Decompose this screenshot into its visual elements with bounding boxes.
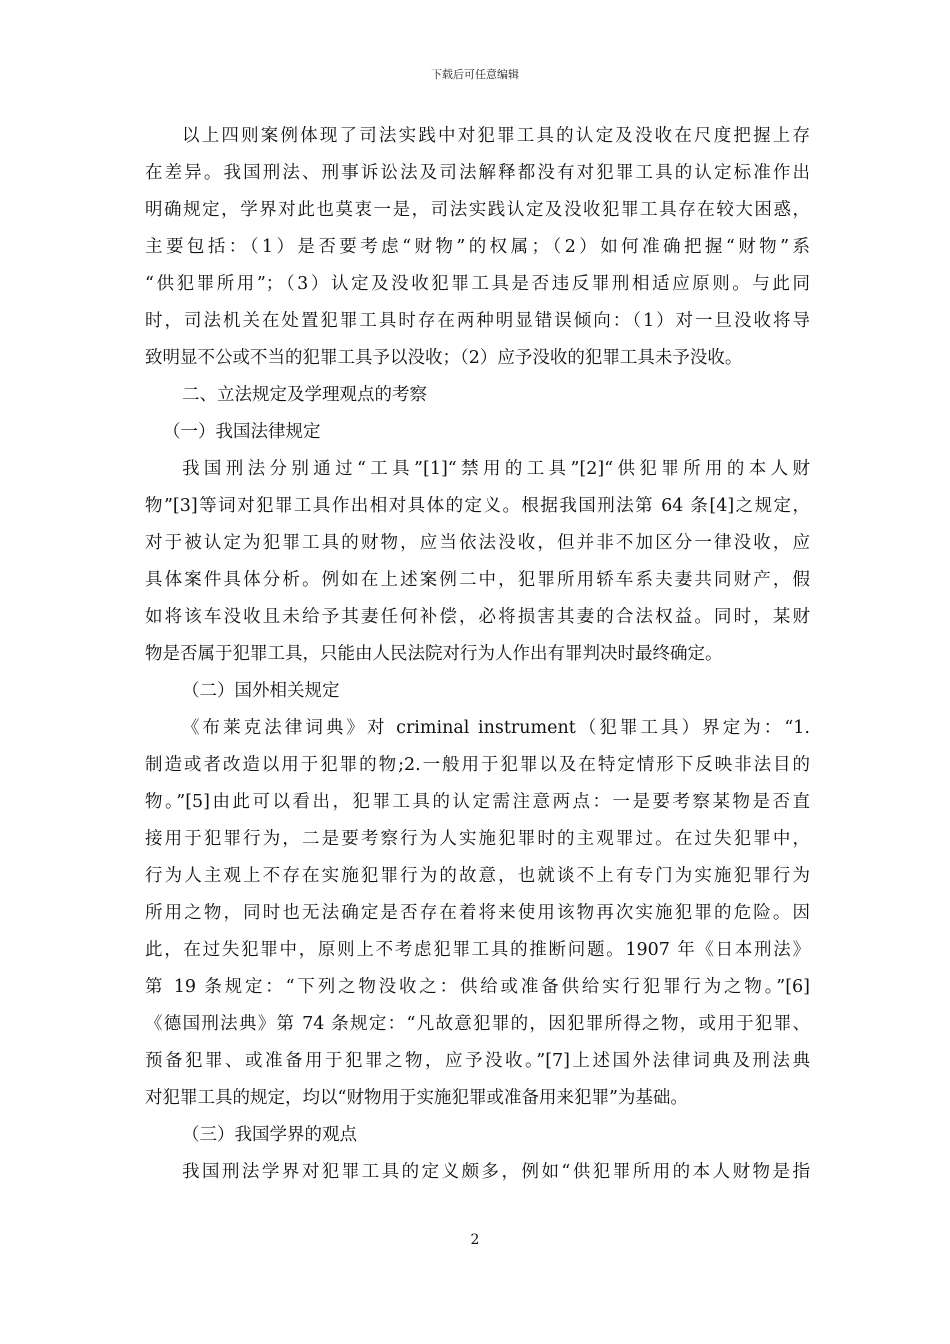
paragraph-line: “供犯罪所用”；（3）认定及没收犯罪工具是否违反罪刑相适应原则。与此同	[145, 274, 810, 294]
paragraph-line: 接用于犯罪行为，二是要考察行为人实施犯罪时的主观罪过。在过失犯罪中，	[145, 829, 810, 849]
paragraph-line: 时，司法机关在处置犯罪工具时存在两种明显错误倾向：（1）对一旦没收将导	[145, 311, 810, 331]
paragraph-line: 《德国刑法典》第 74 条规定：“凡故意犯罪的，因犯罪所得之物，或用于犯罪、	[145, 1014, 810, 1034]
paragraph-line: 对于被认定为犯罪工具的财物，应当依法没收，但并非不加区分一律没收，应	[145, 533, 810, 553]
paragraph-line: 《布莱克法律词典》对 criminal instrument（犯罪工具）界定为：“1.	[182, 718, 810, 738]
subsection-heading: （一）我国法律规定	[163, 422, 321, 442]
page-header: 下载后可任意编辑	[431, 68, 519, 81]
paragraph-line: 在差异。我国刑法、刑事诉讼法及司法解释都没有对犯罪工具的认定标准作出	[145, 163, 810, 183]
section-heading: 二、立法规定及学理观点的考察	[182, 385, 427, 405]
paragraph-line: 物。”[5]由此可以看出，犯罪工具的认定需注意两点：一是要考察某物是否直	[145, 792, 810, 812]
subsection-heading: （二）国外相关规定	[182, 681, 340, 701]
paragraph-line: 我国刑法分别通过“工具”[1]“禁用的工具”[2]“供犯罪所用的本人财	[182, 459, 810, 479]
subsection-heading: （三）我国学界的观点	[182, 1125, 357, 1145]
page-number: 2	[470, 1232, 480, 1248]
paragraph-line: 制造或者改造以用于犯罪的物;2.一般用于犯罪以及在特定情形下反映非法目的	[145, 755, 810, 775]
paragraph-line: 物是否属于犯罪工具，只能由人民法院对行为人作出有罪判决时最终确定。	[145, 644, 723, 664]
paragraph-line: 明确规定，学界对此也莫衷一是，司法实践认定及没收犯罪工具存在较大困惑，	[145, 200, 810, 220]
paragraph-line: 如将该车没收且未给予其妻任何补偿，必将损害其妻的合法权益。同时，某财	[145, 607, 810, 627]
paragraph-line: 具体案件具体分析。例如在上述案例二中，犯罪所用轿车系夫妻共同财产，假	[145, 570, 810, 590]
paragraph-line: 主要包括：（1）是否要考虑“财物”的权属；（2）如何准确把握“财物”系	[145, 237, 810, 257]
paragraph-line: 所用之物，同时也无法确定是否存在着将来使用该物再次实施犯罪的危险。因	[145, 903, 810, 923]
paragraph-line: 以上四则案例体现了司法实践中对犯罪工具的认定及没收在尺度把握上存	[182, 126, 810, 146]
paragraph-line: 预备犯罪、或准备用于犯罪之物，应予没收。”[7]上述国外法律词典及刑法典	[145, 1051, 810, 1071]
paragraph-line: 物”[3]等词对犯罪工具作出相对具体的定义。根据我国刑法第 64 条[4]之规定，	[145, 496, 810, 516]
paragraph-line: 我国刑法学界对犯罪工具的定义颇多，例如“供犯罪所用的本人财物是指	[182, 1162, 810, 1182]
paragraph-line: 此，在过失犯罪中，原则上不考虑犯罪工具的推断问题。1907 年《日本刑法》	[145, 940, 810, 960]
paragraph-line: 第 19 条规定：“下列之物没收之：供给或准备供给实行犯罪行为之物。”[6]	[145, 977, 810, 997]
paragraph-line: 对犯罪工具的规定，均以“财物用于实施犯罪或准备用来犯罪”为基础。	[145, 1088, 688, 1108]
paragraph-line: 致明显不公或不当的犯罪工具予以没收；（2）应予没收的犯罪工具未予没收。	[145, 348, 743, 368]
paragraph-line: 行为人主观上不存在实施犯罪行为的故意，也就谈不上有专门为实施犯罪行为	[145, 866, 810, 886]
